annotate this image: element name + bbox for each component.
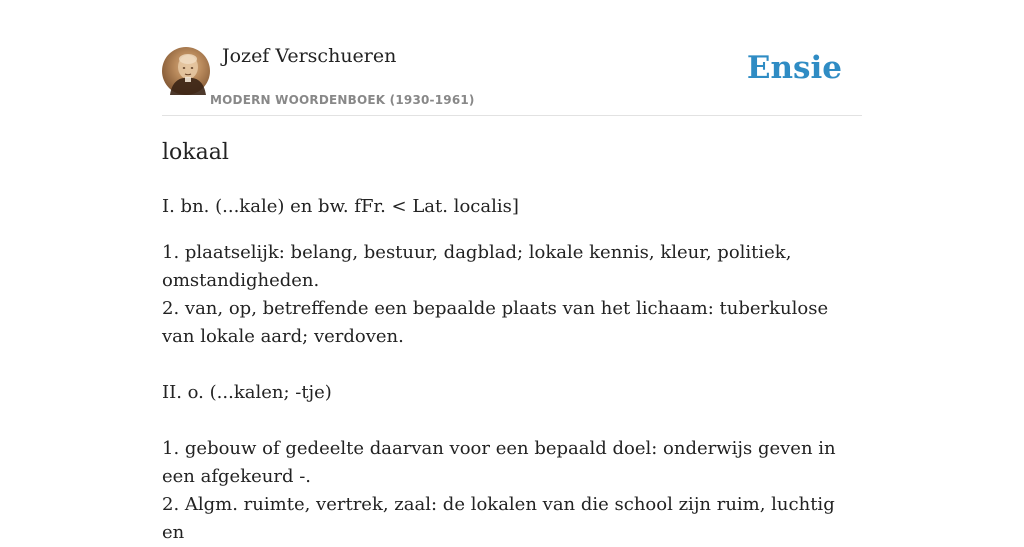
entry-headword: lokaal <box>162 140 229 165</box>
header-divider <box>162 115 862 116</box>
spacer <box>162 351 862 379</box>
source-label[interactable]: MODERN WOORDENBOEK (1930-1961) <box>210 93 475 107</box>
author-name[interactable]: Jozef Verschueren <box>222 45 397 67</box>
entry-body <box>162 193 862 547</box>
author-avatar[interactable] <box>162 47 210 95</box>
section-2-heading: II. o. (...kalen; -tje) <box>162 382 332 403</box>
section-1-heading: I. bn. (...kale) en bw. fFr. < Lat. localis] <box>162 196 519 217</box>
section-2-definition-2: 2. Algm. ruimte, vertrek, zaal: de lokalen van die school zijn ruim, luchtig en <box>162 494 835 543</box>
section-2-definition-1: 1. gebouw of gedeelte daarvan voor een bepaald doel: onderwijs geven in een afgekeurd -. <box>162 438 836 487</box>
portrait-icon <box>162 47 210 95</box>
section-1-definition-2: 2. van, op, betreffende een bepaalde plaats van het lichaam: tuberkulose van lokale aard; verdoven. <box>162 298 829 347</box>
section-1-definition-1: 1. plaatselijk: belang, bestuur, dagblad; lokale kennis, kleur, politiek, omstandigheden. <box>162 242 792 291</box>
brand-logo[interactable]: Ensie <box>746 50 842 86</box>
spacer <box>162 407 862 435</box>
